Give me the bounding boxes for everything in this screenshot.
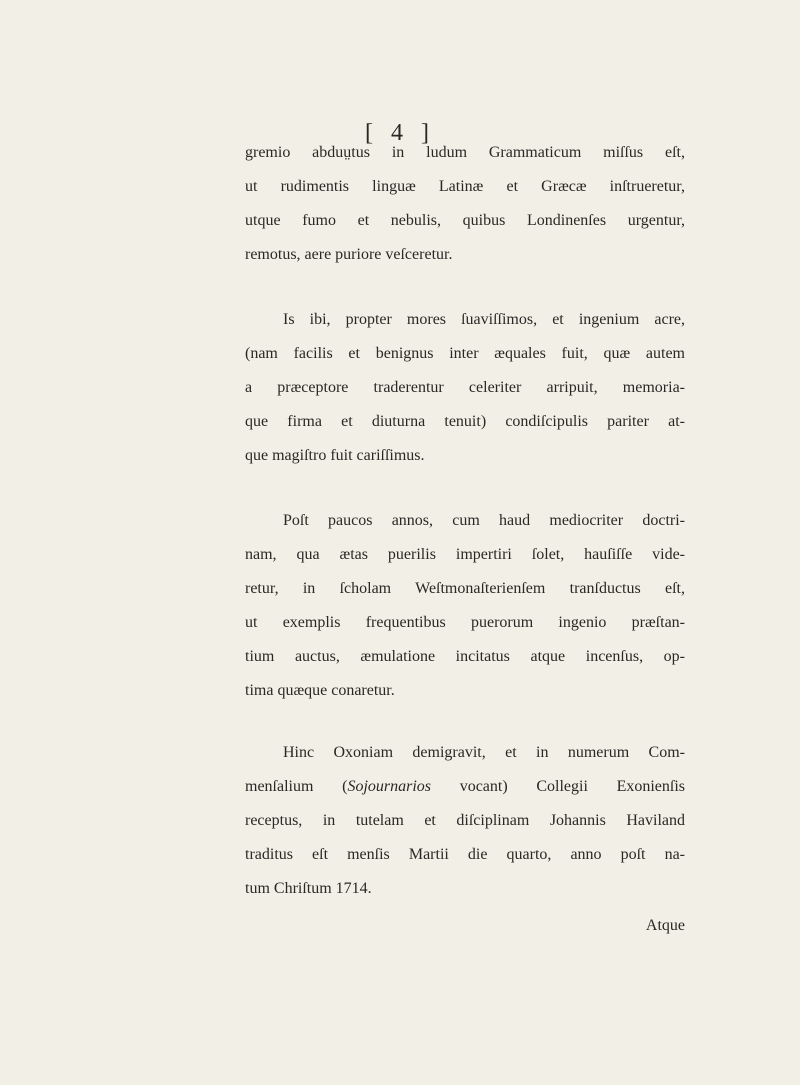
text-line: utque fumo et nebulis, quibus Londinenſes urgentur, [245, 212, 685, 229]
text-line: a præceptore traderentur celeriter arripuit, memoria- [245, 379, 685, 396]
text-line: traditus eſt menſis Martii die quarto, anno poſt na- [245, 846, 685, 863]
text-line: que firma et diuturna tenuit) condiſcipulis pariter at- [245, 413, 685, 430]
paragraph-4 [245, 744, 685, 914]
catchword: Atque [645, 917, 685, 934]
text-segment: menſalium ( [245, 778, 348, 795]
catchword-container [245, 917, 685, 951]
paragraph-1 [245, 144, 685, 280]
text-line: Is ibi, propter mores ſuaviſſimos, et ingenium acre, [283, 311, 685, 328]
paragraph-2 [245, 311, 685, 481]
text-line: nam, qua ætas puerilis impertiri ſolet, hauſiſſe vide- [245, 546, 685, 563]
text-line: ut exemplis frequentibus puerorum ingenio præſtan- [245, 614, 685, 631]
text-line: tium auctus, æmulatione incitatus atque incenſus, op- [245, 648, 685, 665]
italic-term: Sojournarios [347, 778, 432, 795]
text-line: que magiſtro fuit cariſſimus. [245, 447, 425, 464]
text-line: retur, in ſcholam Weſtmonaſterienſem tranſductus eſt, [245, 580, 685, 597]
text-line: gremio abduṳtus in ludum Grammaticum miſſus eſt, [245, 144, 685, 161]
text-line: Poſt paucos annos, cum haud mediocriter doctri- [283, 512, 685, 529]
text-line: tima quæque conaretur. [245, 682, 395, 699]
text-segment: vocant) Collegii Exonienſis [431, 778, 685, 795]
text-line: (nam facilis et benignus inter æquales fuit, quæ autem [245, 345, 685, 362]
text-line: Hinc Oxoniam demigravit, et in numerum Com- [283, 744, 685, 761]
text-line [245, 778, 685, 812]
page-number: [ 4 ] [365, 120, 435, 146]
text-line: receptus, in tutelam et diſciplinam Johannis Haviland [245, 812, 685, 829]
text-line: tum Chriſtum 1714. [245, 880, 372, 897]
text-line: ut rudimentis linguæ Latinæ et Græcæ inſtrueretur, [245, 178, 685, 195]
paragraph-3 [245, 512, 685, 716]
text-line: remotus, aere puriore veſceretur. [245, 246, 453, 263]
